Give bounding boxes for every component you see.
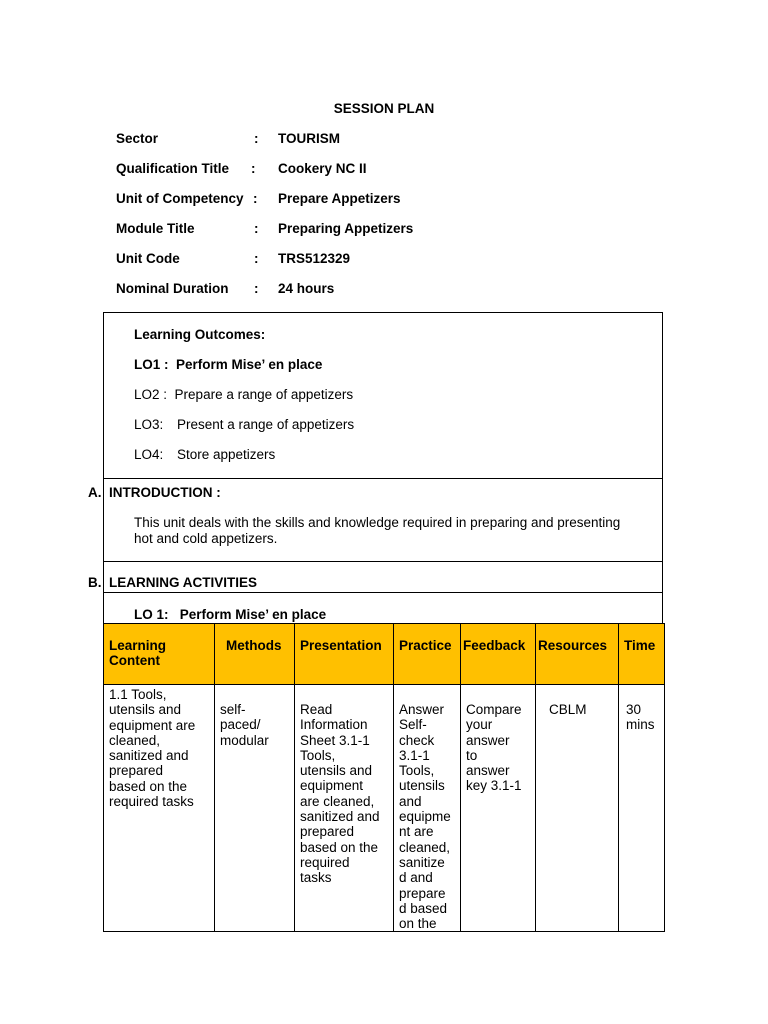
learning-outcomes-heading: Learning Outcomes: — [134, 327, 266, 342]
cell-line: are cleaned, — [300, 793, 375, 809]
cell-line: equipme — [399, 809, 451, 825]
cell-lines — [215, 685, 294, 748]
cell-learning-content — [104, 685, 215, 932]
meta-label: Module Title — [116, 221, 195, 236]
lo-text: Perform Mise’ en place — [176, 357, 323, 372]
header-practice — [394, 624, 461, 685]
cell-lines — [104, 685, 214, 809]
table-row — [104, 685, 665, 932]
cell-line: Learning — [109, 638, 167, 653]
meta-label: Sector — [116, 131, 159, 146]
cell-line: Answer — [399, 702, 445, 717]
cell-line: mins — [626, 717, 655, 733]
header-text: Practice — [399, 638, 452, 653]
header-resources — [536, 624, 619, 685]
cell-lines — [619, 685, 664, 733]
header-text: Resources — [538, 638, 608, 653]
meta-value: Prepare Appetizers — [278, 191, 401, 206]
lo-code: LO4: — [134, 447, 164, 462]
meta-colon: : — [254, 131, 259, 146]
cell-line: Compare — [466, 702, 522, 717]
cell-line: sanitized and — [300, 809, 380, 825]
cell-feedback — [461, 685, 536, 932]
cell-lines — [394, 685, 460, 931]
cell-line: Sheet 3.1-1 — [300, 732, 370, 748]
activities-heading-box — [103, 561, 663, 593]
cell-line: based on the — [300, 839, 379, 855]
meta-colon: : — [254, 281, 259, 296]
cell-line: equipment — [300, 778, 364, 794]
meta-value: Preparing Appetizers — [278, 221, 414, 236]
header-presentation — [295, 624, 394, 685]
header-methods — [215, 624, 295, 685]
header-learning-content — [104, 624, 215, 685]
cell-line: utensils and — [109, 702, 182, 718]
meta-label: Unit of Competency — [116, 191, 244, 206]
learning-activities-table — [103, 623, 665, 932]
lo-label: LO 1: — [134, 607, 169, 622]
activities-heading: LEARNING ACTIVITIES — [109, 575, 258, 590]
cell-lines — [461, 685, 535, 794]
header-text: Methods — [226, 638, 282, 653]
lo-text: Prepare a range of appetizers — [174, 387, 354, 402]
lo-text: Present a range of appetizers — [177, 417, 355, 432]
cell-line: prepared — [109, 763, 164, 779]
cell-line: check — [399, 732, 435, 748]
cell-line: required — [300, 854, 350, 870]
cell-lines — [295, 685, 393, 886]
cell-practice — [394, 685, 461, 932]
cell-line: prepare — [399, 885, 446, 901]
lo-code: LO1 : — [134, 357, 169, 372]
lo-text: Perform Mise’ en place — [179, 607, 327, 622]
document-title: SESSION PLAN — [333, 101, 435, 116]
meta-label: Unit Code — [116, 251, 180, 266]
introduction-heading: INTRODUCTION : — [109, 485, 221, 500]
cell-line: utensils and — [300, 763, 373, 779]
header-feedback — [461, 624, 536, 685]
lo3-item — [134, 417, 355, 432]
cell-line: modular — [220, 732, 269, 748]
header-text: Presentation — [300, 638, 382, 653]
lo2-item — [134, 387, 353, 402]
introduction-letter: A. — [88, 485, 102, 500]
cell-line: key 3.1-1 — [466, 778, 522, 794]
cell-line: your — [466, 717, 493, 733]
meta-colon: : — [253, 191, 258, 206]
cell-line: Tools, — [399, 763, 435, 779]
cell-line: Information — [300, 717, 368, 733]
meta-label: Qualification Title — [116, 161, 230, 176]
cell-time — [619, 685, 665, 932]
cell-line: answer — [466, 763, 510, 779]
cell-line: Read — [300, 702, 333, 717]
cell-line: 30 — [626, 702, 642, 717]
cell-line: self- — [220, 702, 246, 717]
cell-line: d based — [399, 900, 448, 916]
header-text: Time — [624, 638, 656, 653]
lo-code: LO2 : — [134, 387, 168, 402]
cell-line: d and — [399, 870, 433, 886]
meta-label: Nominal Duration — [116, 281, 229, 296]
lo1-item — [134, 357, 322, 372]
cell-resources — [536, 685, 619, 932]
cell-line: 3.1-1 — [399, 747, 430, 763]
cell-line: cleaned, — [399, 839, 451, 855]
cell-line: required tasks — [109, 794, 194, 810]
activities-letter: B. — [88, 575, 102, 590]
cell-line: utensils — [399, 778, 445, 794]
cell-presentation — [295, 685, 394, 932]
cell-line: on the — [399, 916, 437, 932]
cell-line: paced/ — [220, 717, 261, 733]
cell-line: Content — [109, 653, 160, 669]
lo1-subheading-box — [103, 592, 663, 624]
cell-line: answer — [466, 732, 510, 748]
lo-text: Store appetizers — [177, 447, 276, 462]
meta-value: TRS512329 — [278, 251, 351, 266]
cell-line: equipment are — [109, 717, 196, 733]
cell-line: nt are — [399, 824, 434, 840]
lo-code: LO3: — [134, 417, 164, 432]
header-time — [619, 624, 665, 685]
cell-line: cleaned, — [109, 732, 161, 748]
cell-line: 1.1 Tools, — [109, 687, 167, 702]
cell-line: sanitized and — [109, 748, 189, 764]
cell-line: based on the — [109, 778, 188, 794]
cell-methods — [215, 685, 295, 932]
cell-line: CBLM — [549, 702, 587, 717]
meta-colon: : — [254, 221, 259, 236]
cell-line: and — [399, 793, 422, 809]
cell-line: tasks — [300, 870, 332, 886]
cell-line: Tools, — [300, 747, 336, 763]
lo4-item — [134, 447, 276, 462]
cell-line: prepared — [300, 824, 355, 840]
introduction-line-2: hot and cold appetizers. — [134, 531, 278, 546]
introduction-box — [103, 478, 663, 562]
meta-colon: : — [251, 161, 256, 176]
cell-line: sanitize — [399, 854, 445, 870]
cell-line: Self- — [399, 717, 427, 733]
cell-line: to — [466, 747, 478, 763]
cell-lines — [536, 685, 618, 717]
cell-lines — [104, 624, 214, 669]
introduction-line-1: This unit deals with the skills and knowledge required in preparing and presenting — [134, 515, 621, 530]
meta-colon: : — [254, 251, 259, 266]
meta-value: 24 hours — [278, 281, 335, 296]
learning-outcomes-box — [103, 312, 663, 479]
meta-value: TOURISM — [278, 131, 341, 146]
table-header-row — [104, 624, 665, 685]
lo1-subheading — [134, 607, 326, 622]
meta-value: Cookery NC II — [278, 161, 367, 176]
header-text: Feedback — [463, 638, 526, 653]
